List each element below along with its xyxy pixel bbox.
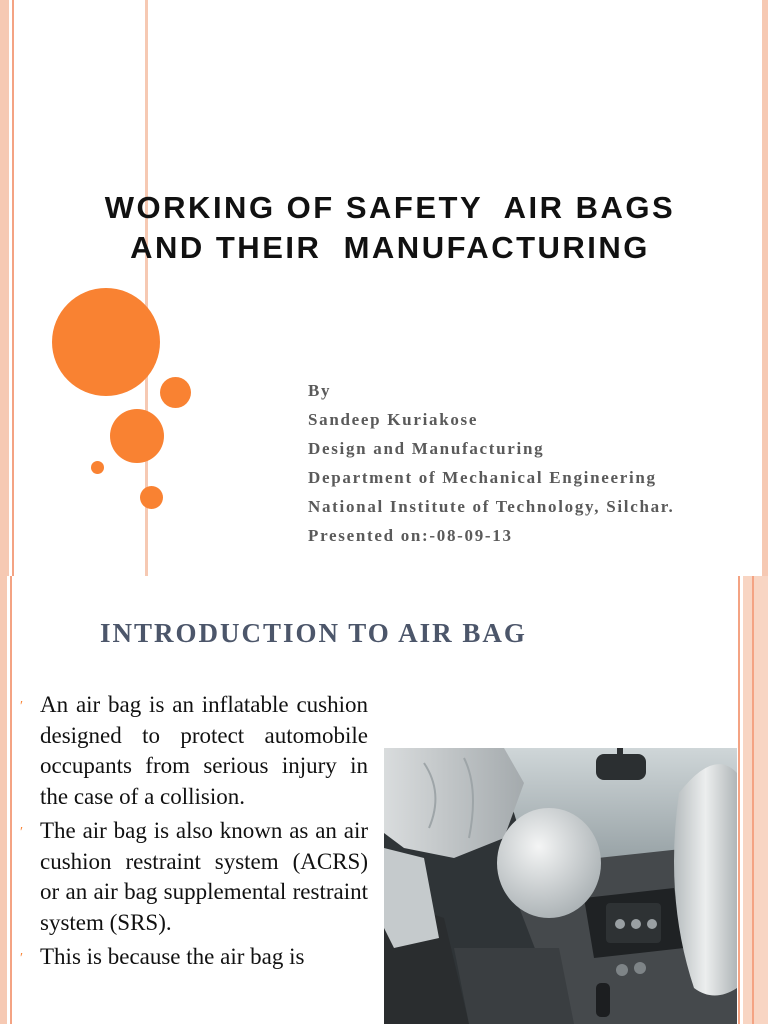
decorative-circle-medium	[110, 409, 164, 463]
presented-date: Presented on:-08-09-13	[308, 526, 513, 545]
airbag-photo	[384, 748, 737, 1024]
bullet-text: An air bag is an inflatable cushion designed to protect automobile occupants from serious injury in the case of a collision.	[40, 692, 368, 809]
bullet-item	[20, 942, 368, 973]
bullet-marker-icon: ′	[20, 951, 24, 966]
by-label: By	[308, 381, 332, 400]
bullet-item	[20, 690, 368, 812]
bullet-list	[20, 690, 368, 977]
decorative-circle-tiny	[91, 461, 104, 474]
department: Department of Mechanical Engineering	[308, 468, 657, 487]
title-line-2: AND THEIR MANUFACTURING	[130, 230, 650, 265]
decorative-circle-mini	[140, 486, 163, 509]
specialization: Design and Manufacturing	[308, 439, 545, 458]
left-stripe	[0, 0, 9, 576]
bullet-text: This is because the air bag is	[40, 944, 305, 969]
bullet-text: The air bag is also known as an air cushion restraint system (ACRS) or an air bag supplemental restraint system (SRS).	[40, 818, 368, 935]
decorative-circle-large	[52, 288, 160, 396]
bullet-marker-icon: ′	[20, 699, 24, 714]
bullet-marker-icon: ′	[20, 825, 24, 840]
title-line-1: WORKING OF SAFETY AIR BAGS	[104, 190, 676, 225]
slide-title	[60, 188, 720, 268]
institute: National Institute of Technology, Silchar.	[308, 497, 675, 516]
author-name: Sandeep Kuriakose	[308, 410, 479, 429]
bullet-item	[20, 816, 368, 938]
right-stripe	[743, 576, 768, 1024]
decorative-circle-small	[160, 377, 191, 408]
left-stripe-thin	[12, 0, 14, 576]
right-stripe-thin	[738, 576, 740, 1024]
left-stripe-thin	[10, 576, 12, 1024]
car-interior-airbags-image	[384, 748, 737, 1024]
right-stripe	[762, 0, 768, 576]
intro-title: INTRODUCTION TO AIR BAG	[100, 618, 527, 648]
left-stripe	[0, 576, 7, 1024]
byline	[308, 376, 674, 550]
right-stripe-line	[752, 576, 754, 1024]
